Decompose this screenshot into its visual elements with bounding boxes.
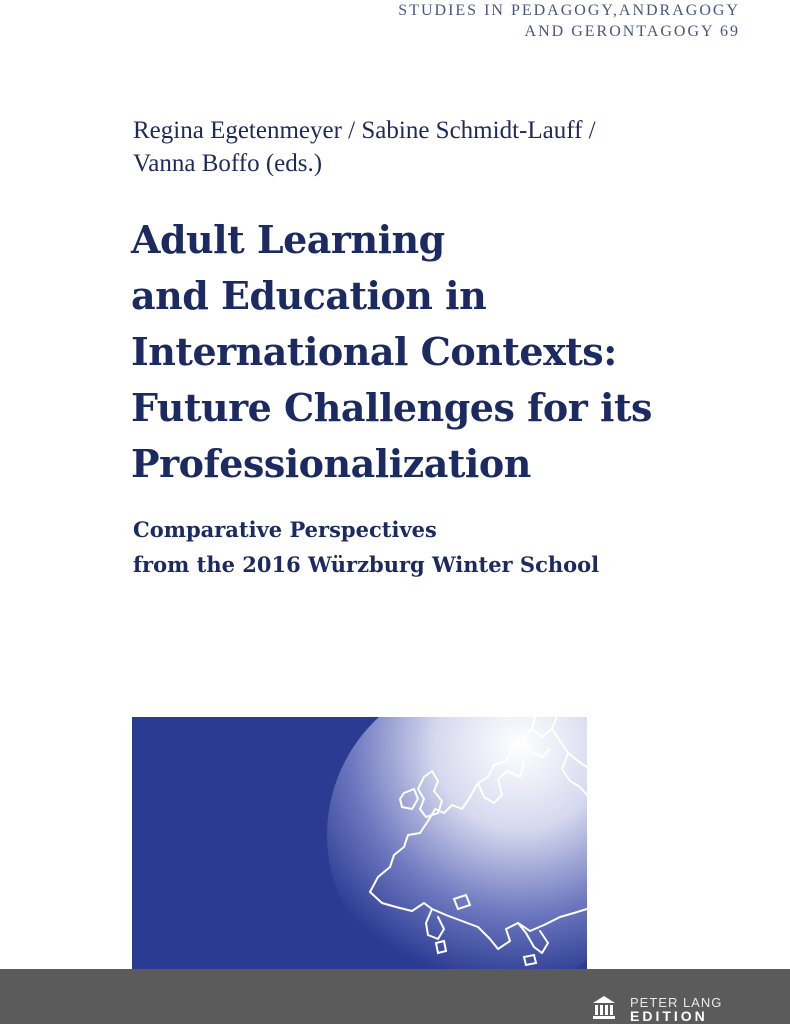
publisher-name: PETER LANG (630, 995, 723, 1010)
series-line-1: STUDIES IN PEDAGOGY,ANDRAGOGY (398, 2, 740, 19)
publisher-edition: EDITION (630, 1008, 708, 1024)
editors-line-1: Regina Egetenmeyer / Sabine Schmidt-Lauff / (133, 117, 596, 144)
title-line-2: and Education in (131, 273, 487, 318)
title-line-3: International Contexts: (131, 329, 617, 374)
editors (133, 114, 753, 180)
globe-shape (327, 717, 587, 969)
editors-line-2: Vanna Boffo (eds.) (133, 150, 323, 177)
book-title (131, 212, 771, 492)
cover-illustration (132, 717, 587, 969)
series-line-2: AND GERONTAGOGY 69 (524, 23, 740, 40)
book-subtitle (133, 512, 753, 582)
globe-europe-map-image (132, 717, 587, 969)
subtitle-line-1: Comparative Perspectives (133, 517, 437, 542)
title-line-4: Future Challenges for its (131, 385, 652, 430)
title-line-5: Professionalization (131, 441, 531, 486)
subtitle-line-2: from the 2016 Würzburg Winter School (133, 552, 600, 577)
series-title (398, 0, 740, 42)
title-line-1: Adult Learning (131, 217, 445, 262)
temple-logo-icon (592, 995, 616, 1021)
publisher-logo (588, 993, 748, 1024)
